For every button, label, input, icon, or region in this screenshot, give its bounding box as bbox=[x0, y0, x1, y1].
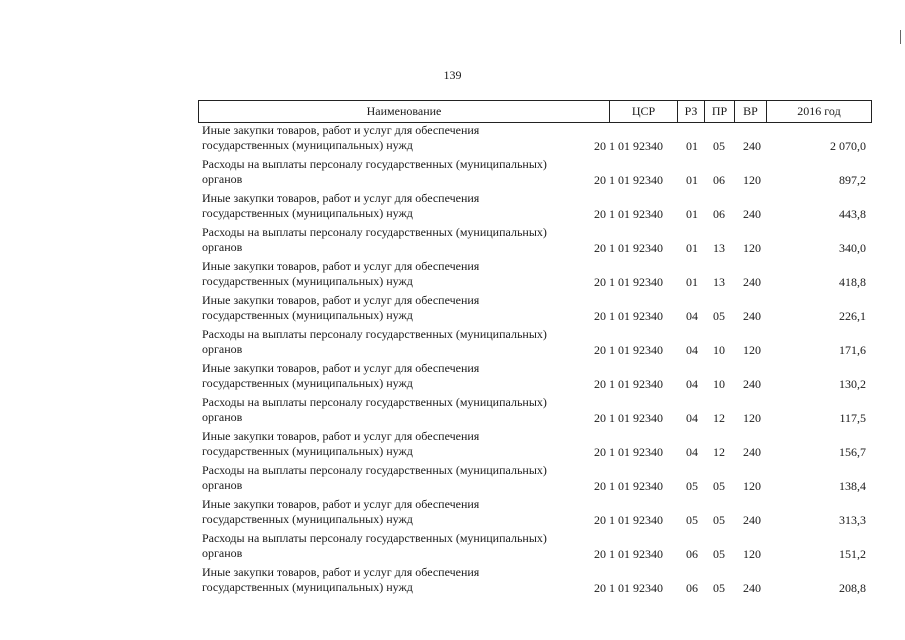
header-rz: РЗ bbox=[677, 101, 704, 122]
row-vr: 120 bbox=[743, 411, 761, 425]
row-vr: 120 bbox=[743, 479, 761, 493]
row-name: Иные закупки товаров, работ и услуг для обеспечения государственных (муниципальных) нужд bbox=[202, 293, 480, 322]
row-amount: 2 070,0 bbox=[830, 139, 866, 153]
row-pr: 06 bbox=[713, 207, 725, 221]
row-name: Расходы на выплаты персоналу государственных (муниципальных) органов bbox=[202, 327, 547, 356]
row-rz: 01 bbox=[686, 207, 698, 221]
row-amount: 171,6 bbox=[839, 343, 866, 357]
table-row bbox=[198, 529, 872, 563]
row-vr: 120 bbox=[743, 173, 761, 187]
page-number: 139 bbox=[443, 68, 462, 82]
row-amount: 226,1 bbox=[839, 309, 866, 323]
table-row bbox=[198, 325, 872, 359]
row-pr: 05 bbox=[713, 139, 725, 153]
row-pr: 10 bbox=[713, 377, 725, 391]
table-row bbox=[198, 427, 872, 461]
row-pr: 13 bbox=[713, 241, 725, 255]
row-rz: 04 bbox=[686, 343, 698, 357]
table-row bbox=[198, 359, 872, 393]
row-name: Расходы на выплаты персоналу государственных (муниципальных) органов bbox=[202, 531, 547, 560]
row-pr: 05 bbox=[713, 479, 725, 493]
row-pr: 06 bbox=[713, 173, 725, 187]
row-vr: 240 bbox=[743, 275, 761, 289]
row-csr: 20 1 01 92340 bbox=[594, 377, 663, 391]
row-vr: 240 bbox=[743, 513, 761, 527]
row-vr: 240 bbox=[743, 445, 761, 459]
row-name: Расходы на выплаты персоналу государственных (муниципальных) органов bbox=[202, 395, 547, 424]
row-amount: 156,7 bbox=[839, 445, 866, 459]
row-name: Иные закупки товаров, работ и услуг для обеспечения государственных (муниципальных) нужд bbox=[202, 429, 480, 458]
row-amount: 418,8 bbox=[839, 275, 866, 289]
row-amount: 313,3 bbox=[839, 513, 866, 527]
row-amount: 151,2 bbox=[839, 547, 866, 561]
row-name: Иные закупки товаров, работ и услуг для обеспечения государственных (муниципальных) нужд bbox=[202, 565, 480, 594]
row-rz: 01 bbox=[686, 173, 698, 187]
row-pr: 05 bbox=[713, 513, 725, 527]
row-csr: 20 1 01 92340 bbox=[594, 547, 663, 561]
table-row bbox=[198, 155, 872, 189]
row-name: Расходы на выплаты персоналу государственных (муниципальных) органов bbox=[202, 225, 547, 254]
row-pr: 05 bbox=[713, 547, 725, 561]
row-name: Иные закупки товаров, работ и услуг для обеспечения государственных (муниципальных) нужд bbox=[202, 361, 480, 390]
header-vr: ВР bbox=[734, 101, 766, 122]
table-row bbox=[198, 291, 872, 325]
row-rz: 01 bbox=[686, 275, 698, 289]
header-csr: ЦСР bbox=[609, 101, 677, 122]
row-csr: 20 1 01 92340 bbox=[594, 241, 663, 255]
row-pr: 12 bbox=[713, 411, 725, 425]
table-header bbox=[198, 100, 872, 123]
row-vr: 240 bbox=[743, 207, 761, 221]
row-name: Расходы на выплаты персоналу государственных (муниципальных) органов bbox=[202, 157, 547, 186]
page-edge-mark bbox=[900, 30, 901, 44]
table-row bbox=[198, 461, 872, 495]
table-row bbox=[198, 121, 872, 155]
row-amount: 208,8 bbox=[839, 581, 866, 595]
row-vr: 240 bbox=[743, 139, 761, 153]
row-amount: 443,8 bbox=[839, 207, 866, 221]
row-amount: 117,5 bbox=[839, 411, 866, 425]
table-row bbox=[198, 393, 872, 427]
row-rz: 01 bbox=[686, 139, 698, 153]
row-csr: 20 1 01 92340 bbox=[594, 445, 663, 459]
row-rz: 04 bbox=[686, 377, 698, 391]
row-vr: 120 bbox=[743, 241, 761, 255]
row-rz: 06 bbox=[686, 581, 698, 595]
row-name: Иные закупки товаров, работ и услуг для обеспечения государственных (муниципальных) нужд bbox=[202, 259, 480, 288]
table-row bbox=[198, 563, 872, 597]
row-amount: 340,0 bbox=[839, 241, 866, 255]
row-name: Расходы на выплаты персоналу государственных (муниципальных) органов bbox=[202, 463, 547, 492]
table-row bbox=[198, 257, 872, 291]
row-amount: 897,2 bbox=[839, 173, 866, 187]
row-rz: 05 bbox=[686, 513, 698, 527]
row-pr: 05 bbox=[713, 309, 725, 323]
row-vr: 240 bbox=[743, 581, 761, 595]
row-name: Иные закупки товаров, работ и услуг для обеспечения государственных (муниципальных) нужд bbox=[202, 123, 480, 152]
row-csr: 20 1 01 92340 bbox=[594, 275, 663, 289]
row-pr: 12 bbox=[713, 445, 725, 459]
row-rz: 01 bbox=[686, 241, 698, 255]
row-rz: 05 bbox=[686, 479, 698, 493]
row-name: Иные закупки товаров, работ и услуг для обеспечения государственных (муниципальных) нужд bbox=[202, 497, 480, 526]
row-rz: 04 bbox=[686, 445, 698, 459]
row-csr: 20 1 01 92340 bbox=[594, 513, 663, 527]
table-body bbox=[198, 121, 872, 597]
row-vr: 240 bbox=[743, 309, 761, 323]
row-rz: 04 bbox=[686, 309, 698, 323]
row-pr: 10 bbox=[713, 343, 725, 357]
row-csr: 20 1 01 92340 bbox=[594, 173, 663, 187]
header-pr: ПР bbox=[704, 101, 734, 122]
row-csr: 20 1 01 92340 bbox=[594, 479, 663, 493]
row-name: Иные закупки товаров, работ и услуг для обеспечения государственных (муниципальных) нужд bbox=[202, 191, 480, 220]
table-row bbox=[198, 189, 872, 223]
row-pr: 05 bbox=[713, 581, 725, 595]
row-vr: 240 bbox=[743, 377, 761, 391]
row-pr: 13 bbox=[713, 275, 725, 289]
row-csr: 20 1 01 92340 bbox=[594, 309, 663, 323]
row-rz: 04 bbox=[686, 411, 698, 425]
header-name: Наименование bbox=[198, 101, 609, 122]
row-csr: 20 1 01 92340 bbox=[594, 581, 663, 595]
row-vr: 120 bbox=[743, 343, 761, 357]
row-csr: 20 1 01 92340 bbox=[594, 207, 663, 221]
row-amount: 130,2 bbox=[839, 377, 866, 391]
table-row bbox=[198, 223, 872, 257]
row-csr: 20 1 01 92340 bbox=[594, 139, 663, 153]
row-vr: 120 bbox=[743, 547, 761, 561]
header-year: 2016 год bbox=[766, 101, 872, 122]
row-amount: 138,4 bbox=[839, 479, 866, 493]
table-row bbox=[198, 495, 872, 529]
row-csr: 20 1 01 92340 bbox=[594, 411, 663, 425]
row-csr: 20 1 01 92340 bbox=[594, 343, 663, 357]
row-rz: 06 bbox=[686, 547, 698, 561]
